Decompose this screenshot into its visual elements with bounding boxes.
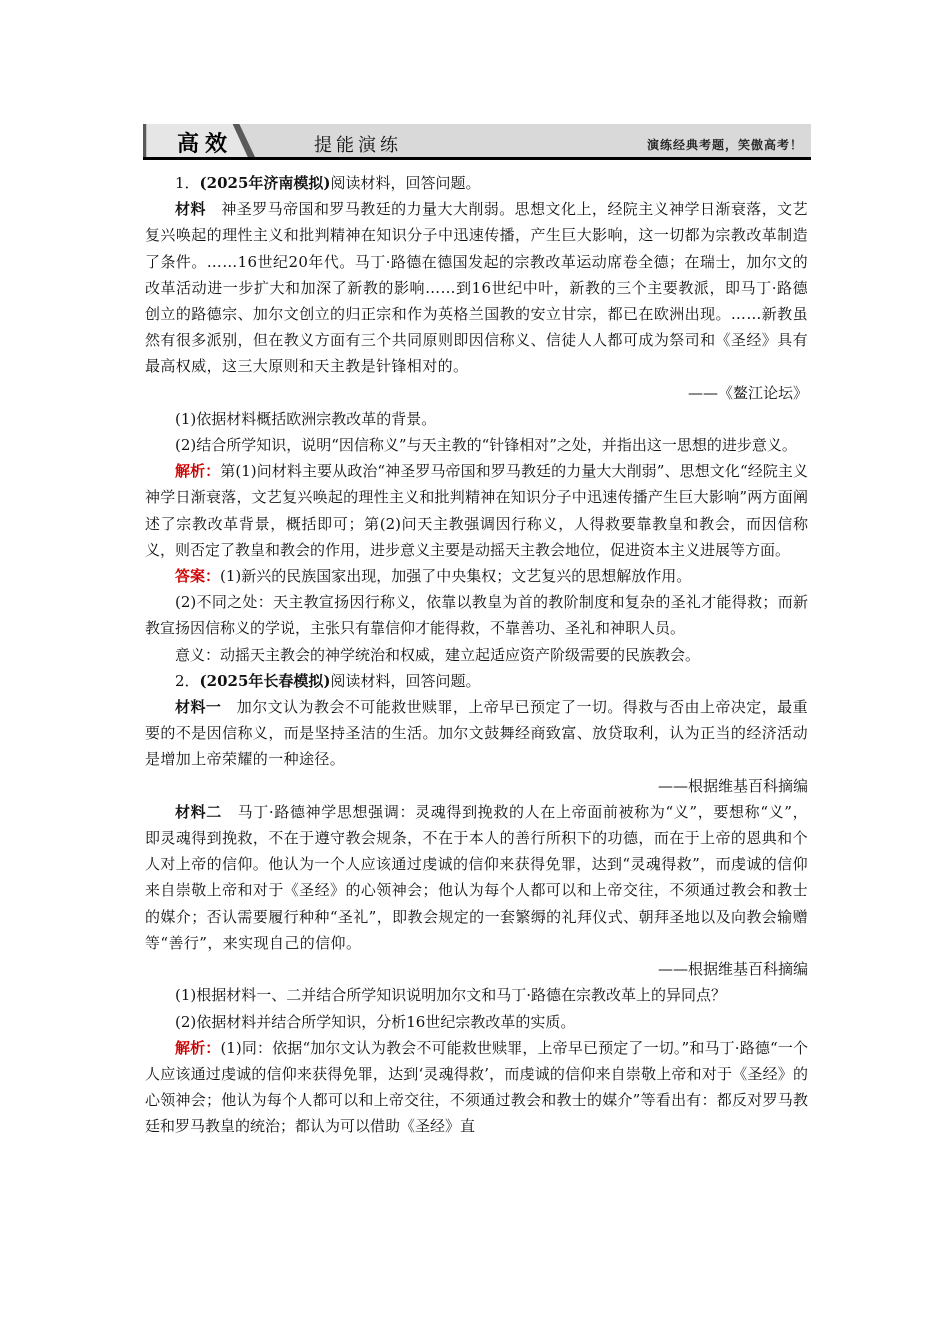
q1-answer1-text: (1)新兴的民族国家出现，加强了中央集权；文艺复兴的思想解放作用。 — [220, 567, 692, 586]
q2-material2-text: 马丁·路德神学思想强调：灵魂得到挽救的人在上帝面前被称为“义”，要想称“义”，即灵魂得到挽救，不在于遵守教会规条，不在于本人的善行所积下的功德，而在于上帝的恩典和个人对上帝的信仰。他认为一个人应该通过虔诚的信仰来获得免罪，达到“灵魂得救”，而虔诚的信仰来自崇敬上帝和对于《圣经》的心领神会；他认为每个人都可以和上帝交往，不须通过教会和教士的媒介；否认需要履行种种“圣礼”，即教会规定的一套繁缛的礼拜仪式、朝拜圣地以及向教会输赠等“善行”，来实现自己的信仰。 — [145, 802, 809, 952]
banner-slogan: 演练经典考题，笑傲高考！ — [646, 138, 803, 152]
q1-number: 1． — [175, 174, 200, 192]
q2-material2 — [145, 799, 808, 956]
q2-source: (2025年长春模拟) — [199, 671, 331, 690]
q1-material — [145, 196, 808, 379]
q1-answer2: (2)不同之处：天主教宣扬因行称义，依靠以教皇为首的教阶制度和复杂的圣礼才能得救；而新教宣扬因信称义的学说，主张只有靠信仰才能得救，不靠善功、圣礼和神职人员。 — [145, 593, 808, 638]
q1-answer-label: 答案： — [175, 567, 221, 586]
q1-source: (2025年济南模拟) — [199, 174, 331, 192]
section-banner — [143, 124, 811, 160]
q2-number: 2． — [175, 671, 200, 690]
q1-material-label: 材料 — [175, 200, 206, 219]
q1-analysis — [145, 458, 808, 563]
banner-rule — [143, 157, 811, 160]
q2-sub1: (1)根据材料一、二并结合所学知识说明加尔文和马丁·路德在宗教改革上的异同点？ — [175, 986, 727, 1005]
q1-answer1 — [145, 563, 808, 589]
q1-sub1: (1)依据材料概括欧洲宗教改革的背景。 — [175, 409, 437, 428]
banner-title-main: 高效 — [177, 132, 234, 157]
q1-heading — [145, 170, 808, 196]
q1-sub2: (2)结合所学知识，说明“因信称义”与天主教的“针锋相对”之处，并指出这一思想的进步意义。 — [175, 436, 797, 455]
q1-citation: ——《鳌江论坛》 — [687, 383, 808, 402]
q2-material2-citation: ——根据维基百科摘编 — [657, 960, 808, 979]
q1-analysis-label: 解析： — [175, 462, 221, 481]
banner-title-sub: 提能演练 — [314, 135, 402, 156]
q2-heading — [145, 668, 808, 694]
document-body — [145, 170, 808, 1140]
q1-material-text: 神圣罗马帝国和罗马教廷的力量大大削弱。思想文化上，经院主义神学日渐衰落，文艺复兴唤起的理性主义和批判精神在知识分子中迅速传播，产生巨大影响，这一切都为宗教改革制造了条件。……16世纪20年代。马丁·路德在德国发起的宗教改革运动席卷全德；在瑞士，加尔文的改革活动进一步扩大和加深了新教的影响……到16世纪中叶，新教的三个主要教派，即马丁·路德创立的路德宗、加尔文创立的归正宗和作为英格兰国教的安立甘宗，都已在欧洲出现。……新教虽然有很多派别，但在教义方面有三个共同原则即因信称义、信徒人人都可成为祭司和《圣经》具有最高权威，这三大原则和天主教是针锋相对的。 — [145, 200, 808, 376]
q2-analysis — [145, 1035, 808, 1140]
q1-analysis-text: 第(1)问材料主要从政治“神圣罗马帝国和罗马教廷的力量大大削弱”、思想文化“经院主义神学日渐衰落，文艺复兴唤起的理性主义和批判精神在知识分子中迅速传播产生巨大影响”两方面阐述了宗教改革背景，概括即可；第(2)问天主教强调因行称义，人得救要靠教皇和教会，而因信称义，则否定了教皇和教会的作用，进步意义主要是动摇天主教会地位，促进资本主义进展等方面。 — [145, 462, 808, 559]
q2-material1-text: 加尔文认为教会不可能救世赎罪，上帝早已预定了一切。得救与否由上帝决定，最重要的不是因信称义，而是坚持圣洁的生活。加尔文鼓舞经商致富、放贷取利，认为正当的经济活动是增加上帝荣耀的一种途径。 — [145, 698, 808, 769]
q2-analysis-text: (1)同：依据“加尔文认为教会不可能救世赎罪，上帝早已预定了一切。”和马丁·路德“一个人应该通过虔诚的信仰来获得免罪，达到‘灵魂得救’，而虔诚的信仰来自崇敬上帝和对于《圣经》的心领神会；他认为每个人都可以和上帝交往，不须通过教会和教士的媒介”等看出有：都反对罗马教廷和罗马教皇的统治；都认为可以借助《圣经》直 — [145, 1038, 808, 1136]
q2-analysis-label: 解析： — [175, 1038, 221, 1057]
q2-sub2: (2)依据材料并结合所学知识，分析16世纪宗教改革的实质。 — [175, 1012, 576, 1031]
q2-material1 — [145, 694, 808, 773]
q2-material1-label: 材料一 — [175, 698, 222, 717]
q2-material1-citation: ——根据维基百科摘编 — [657, 776, 808, 795]
q2-prompt: 阅读材料，回答问题。 — [330, 671, 481, 690]
q2-material2-label: 材料二 — [175, 802, 222, 821]
q1-answer3: 意义：动摇天主教会的神学统治和权威，建立起适应资产阶级需要的民族教会。 — [175, 645, 701, 664]
q1-prompt: 阅读材料，回答问题。 — [330, 174, 481, 192]
